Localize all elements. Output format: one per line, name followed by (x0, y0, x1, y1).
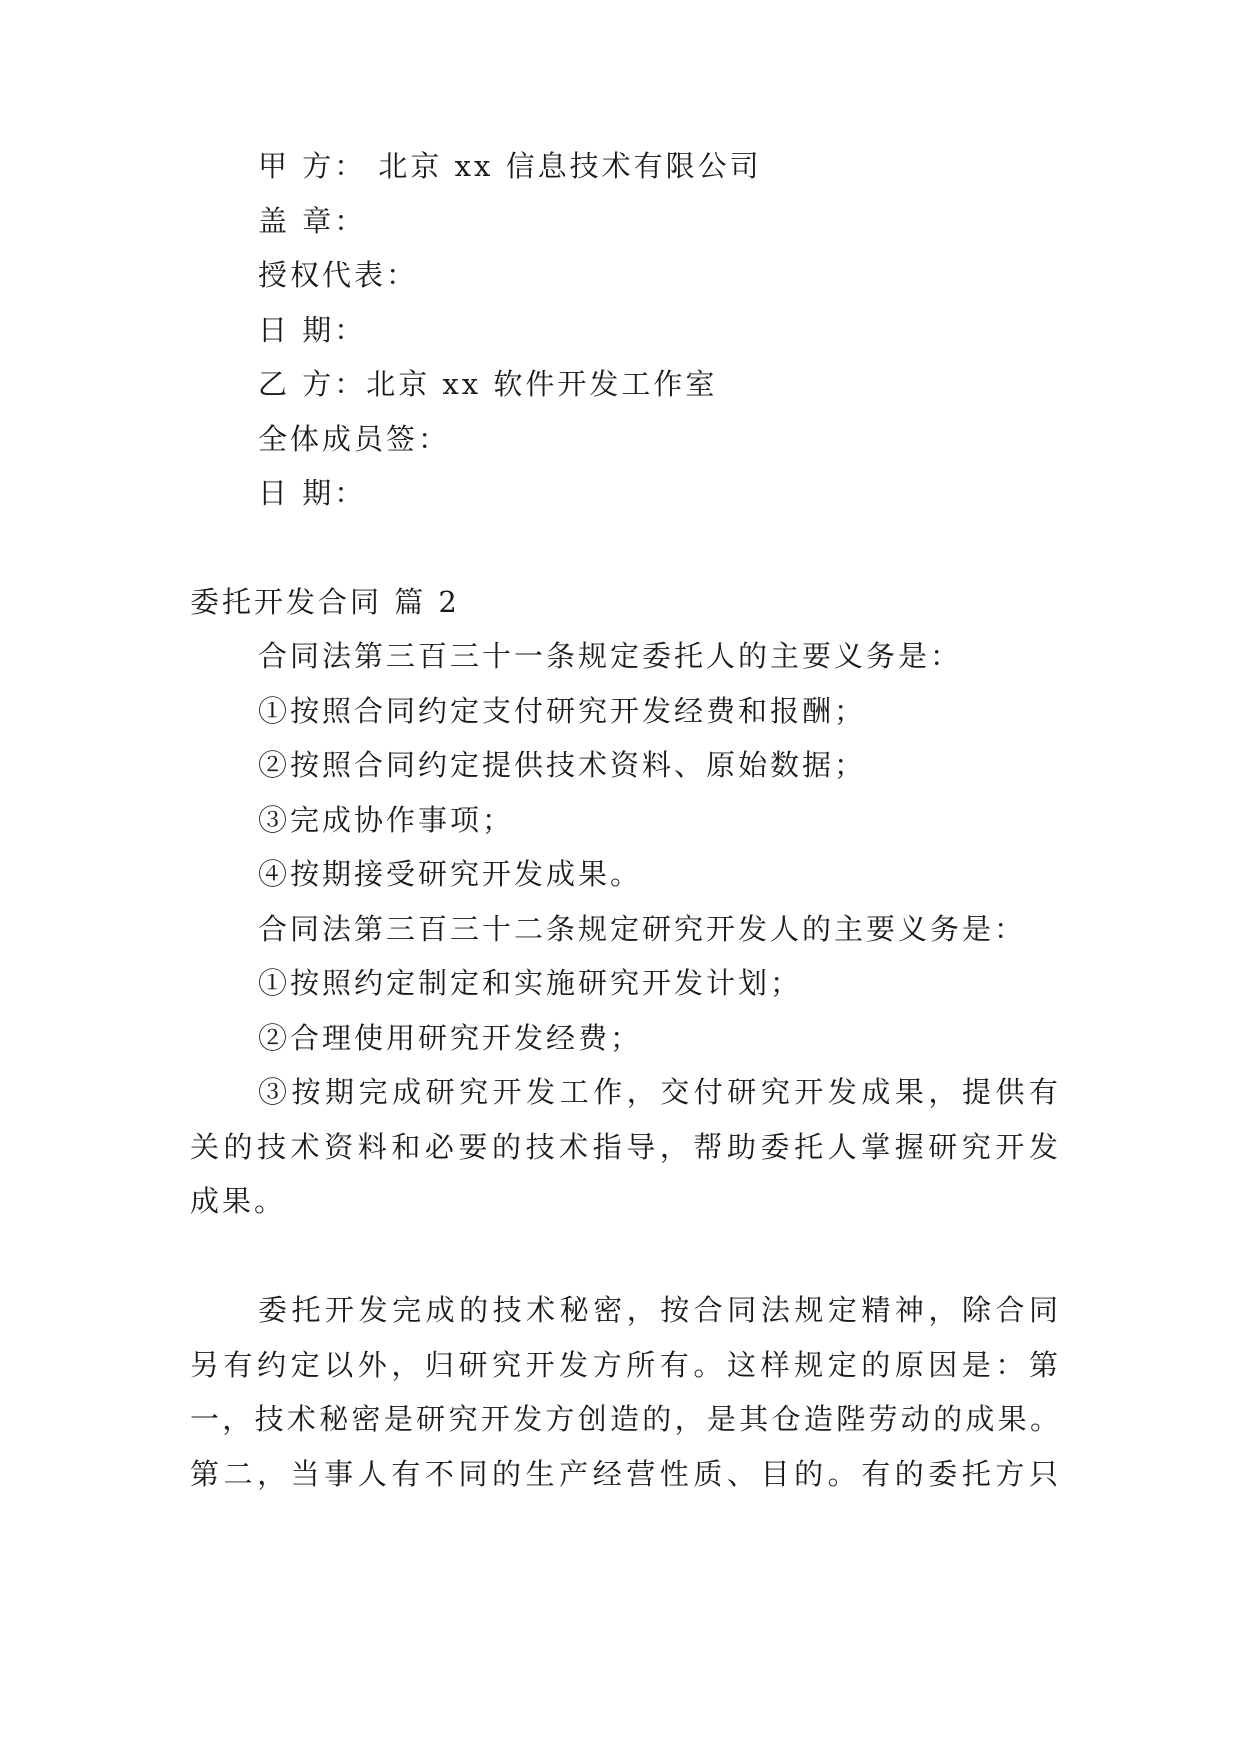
section-title: 委托开发合同 篇 2 (190, 585, 460, 619)
party-a-line: 甲 方： 北京 xx 信息技术有限公司 (258, 149, 762, 183)
paragraph-line: ③按期完成研究开发工作，交付研究开发成果，提供有 (258, 1075, 1060, 1109)
list-item: ②合理使用研究开发经费； (258, 1021, 643, 1055)
paragraph-line: 一，技术秘密是研究开发方创造的，是其仓造陛劳动的成果。 (190, 1402, 1060, 1436)
paragraph-line: 另有约定以外，归研究开发方所有。这样规定的原因是：第 (190, 1348, 1060, 1382)
authorized-rep-line: 授权代表： (258, 258, 419, 292)
date-a-line: 日 期： (258, 313, 367, 347)
list-item: ②按照合同约定提供技术资料、原始数据； (258, 748, 867, 782)
paragraph-line: 合同法第三百三十一条规定委托人的主要义务是： (258, 639, 963, 673)
paragraph-line: 委托开发完成的技术秘密，按合同法规定精神，除合同 (258, 1293, 1060, 1327)
date-b-line: 日 期： (258, 476, 367, 510)
seal-line: 盖 章： (258, 204, 367, 238)
paragraph-line: 关的技术资料和必要的技术指导，帮助委托人掌握研究开发 (190, 1130, 1060, 1164)
list-item: ①按照约定制定和实施研究开发计划； (258, 966, 803, 1000)
list-item: ③完成协作事项； (258, 803, 515, 837)
paragraph-line: 合同法第三百三十二条规定研究开发人的主要义务是： (258, 912, 1027, 946)
members-sign-line: 全体成员签： (258, 422, 451, 456)
party-b-line: 乙 方：北京 xx 软件开发工作室 (258, 367, 718, 401)
list-item: ①按照合同约定支付研究开发经费和报酬； (258, 694, 867, 728)
paragraph-line: 成果。 (190, 1184, 287, 1218)
paragraph-line: 第二，当事人有不同的生产经营性质、目的。有的委托方只 (190, 1457, 1060, 1491)
list-item: ④按期接受研究开发成果。 (258, 857, 643, 891)
